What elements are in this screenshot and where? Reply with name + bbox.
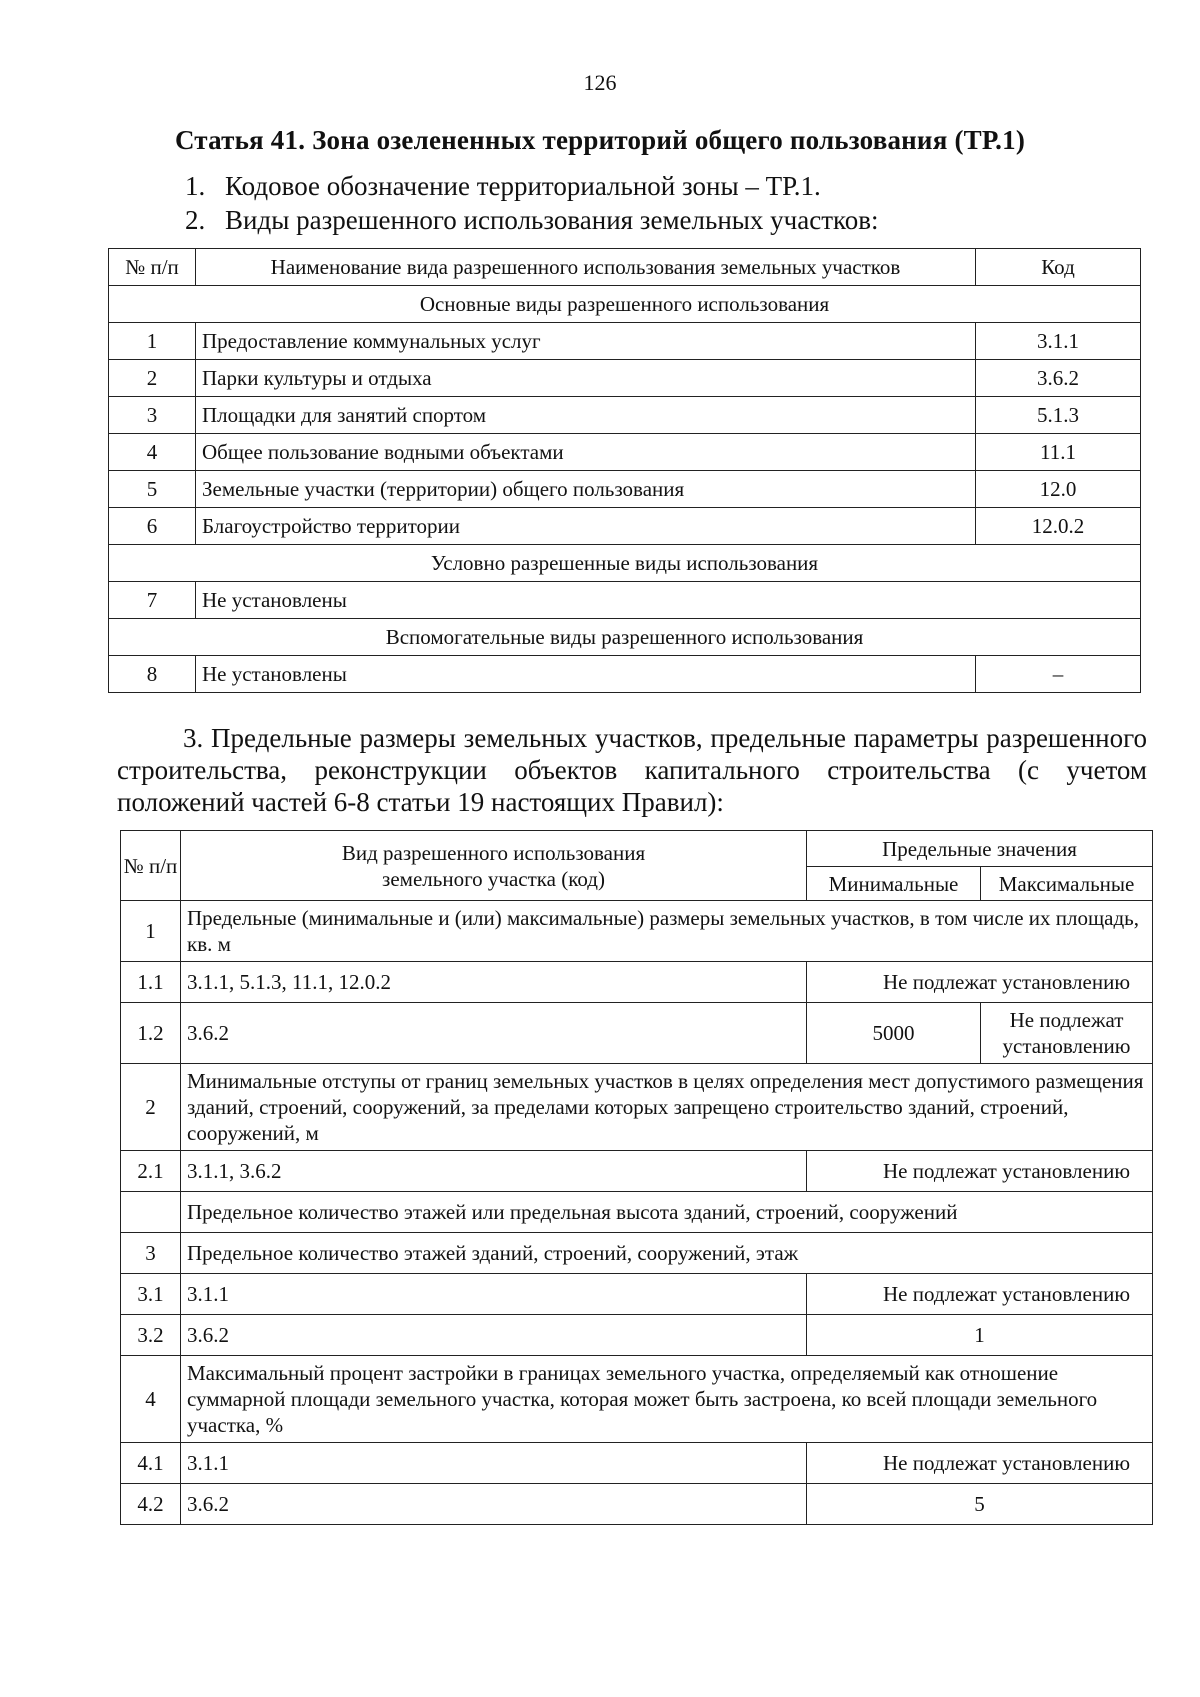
row-name: Предоставление коммунальных услуг <box>196 323 976 360</box>
paragraph-number: 2. <box>185 205 206 235</box>
row-num: 8 <box>109 656 196 693</box>
table-row <box>121 1274 1153 1315</box>
table-row <box>121 962 1153 1003</box>
limits-table <box>120 830 1153 1525</box>
row-name: Не установлены <box>196 582 1141 619</box>
table-row <box>121 1064 1153 1151</box>
row-value: Не подлежат установлению <box>807 1274 1153 1315</box>
header-name: Наименование вида разрешенного использования земельных участков <box>196 249 976 286</box>
row-codes: 3.1.1, 5.1.3, 11.1, 12.0.2 <box>181 962 807 1003</box>
table-row <box>109 582 1141 619</box>
row-num: 2 <box>109 360 196 397</box>
section-row <box>109 619 1141 656</box>
row-num: 3.1 <box>121 1274 181 1315</box>
article-title: Статья 41. Зона озелененных территорий общего пользования (ТР.1) <box>174 125 1026 155</box>
row-name: Парки культуры и отдыха <box>196 360 976 397</box>
table-row <box>109 471 1141 508</box>
row-num: 1.2 <box>121 1003 181 1064</box>
header-max: Максимальные <box>981 867 1153 901</box>
table-row <box>121 1356 1153 1443</box>
header-min: Минимальные <box>807 867 981 901</box>
section-row <box>109 286 1141 323</box>
row-num: 2 <box>121 1064 181 1151</box>
table-row <box>121 1233 1153 1274</box>
permitted-uses-table <box>108 248 1141 693</box>
table-row <box>109 656 1141 693</box>
paragraph-1 <box>185 170 821 202</box>
row-text: Предельное количество этажей зданий, строений, сооружений, этаж <box>181 1233 1153 1274</box>
row-codes: 3.1.1 <box>181 1274 807 1315</box>
row-code: – <box>976 656 1141 693</box>
row-num: 4 <box>109 434 196 471</box>
table-row <box>109 397 1141 434</box>
row-num: 3.2 <box>121 1315 181 1356</box>
row-num: 6 <box>109 508 196 545</box>
row-codes: 3.1.1 <box>181 1443 807 1484</box>
row-name: Площадки для занятий спортом <box>196 397 976 434</box>
row-num: 5 <box>109 471 196 508</box>
paragraph-text: Кодовое обозначение территориальной зоны – ТР.1. <box>225 171 821 201</box>
table-row <box>121 1484 1153 1525</box>
header-code: Код <box>976 249 1141 286</box>
row-num: 4.2 <box>121 1484 181 1525</box>
table-row <box>121 1003 1153 1064</box>
row-min: 5000 <box>807 1003 981 1064</box>
row-num: 4.1 <box>121 1443 181 1484</box>
row-name: Благоустройство территории <box>196 508 976 545</box>
paragraph-text: Виды разрешенного использования земельных участков: <box>225 205 879 235</box>
row-code: 11.1 <box>976 434 1141 471</box>
row-num: 1 <box>121 901 181 962</box>
section-row <box>109 545 1141 582</box>
row-code: 12.0.2 <box>976 508 1141 545</box>
table-row <box>121 1443 1153 1484</box>
row-text: Предельные (минимальные и (или) максимальные) размеры земельных участков, в том числе их площадь, кв. м <box>181 901 1153 962</box>
header-num: № п/п <box>109 249 196 286</box>
row-text: Предельное количество этажей или предельная высота зданий, строений, сооружений <box>181 1192 1153 1233</box>
section-conditional-title: Условно разрешенные виды использования <box>109 545 1141 582</box>
table-row <box>109 323 1141 360</box>
row-num: 3 <box>121 1233 181 1274</box>
header-num: № п/п <box>121 831 181 901</box>
page-number: 126 <box>583 70 617 95</box>
row-value: 1 <box>807 1315 1153 1356</box>
row-code: 3.6.2 <box>976 360 1141 397</box>
row-value: Не подлежат установлению <box>807 1443 1153 1484</box>
row-text: Максимальный процент застройки в границах земельного участка, определяемый как отношение суммарной площади земельного участка, которая может быть застроена, ко всей площади земельного участка, % <box>181 1356 1153 1443</box>
row-max: Не подлежат установлению <box>981 1003 1153 1064</box>
table-row <box>121 1315 1153 1356</box>
section-auxiliary-title: Вспомогательные виды разрешенного использования <box>109 619 1141 656</box>
section-main-title: Основные виды разрешенного использования <box>109 286 1141 323</box>
row-codes: 3.6.2 <box>181 1003 807 1064</box>
row-value: Не подлежат установлению <box>807 962 1153 1003</box>
row-codes: 3.1.1, 3.6.2 <box>181 1151 807 1192</box>
table-header-row <box>109 249 1141 286</box>
row-name: Общее пользование водными объектами <box>196 434 976 471</box>
paragraph-3: 3. Предельные размеры земельных участков, предельные параметры разрешенного строительства, реконструкции объектов капитального строительства (с учетом положений частей 6-8 статьи 19 настоящих Правил): <box>117 723 1147 817</box>
row-num: 2.1 <box>121 1151 181 1192</box>
table-row <box>121 1151 1153 1192</box>
row-name: Не установлены <box>196 656 976 693</box>
header-limits: Предельные значения <box>807 831 1153 867</box>
row-text: Минимальные отступы от границ земельных участков в целях определения мест допустимого размещения зданий, строений, сооружений, за пределами которых запрещено строительство зданий, строений, сооружений, м <box>181 1064 1153 1151</box>
table-row <box>109 360 1141 397</box>
row-codes: 3.6.2 <box>181 1315 807 1356</box>
table-header-row <box>121 831 1153 867</box>
paragraph-2 <box>185 204 879 236</box>
row-num <box>121 1192 181 1233</box>
row-num: 1.1 <box>121 962 181 1003</box>
header-type: Вид разрешенного использования земельного участка (код) <box>181 831 807 901</box>
row-num: 1 <box>109 323 196 360</box>
row-codes: 3.6.2 <box>181 1484 807 1525</box>
table-row <box>109 434 1141 471</box>
table-row <box>121 901 1153 962</box>
row-num: 7 <box>109 582 196 619</box>
row-num: 3 <box>109 397 196 434</box>
row-num: 4 <box>121 1356 181 1443</box>
table-row <box>109 508 1141 545</box>
row-name: Земельные участки (территории) общего пользования <box>196 471 976 508</box>
table-row <box>121 1192 1153 1233</box>
paragraph-number: 1. <box>185 171 206 201</box>
row-value: Не подлежат установлению <box>807 1151 1153 1192</box>
row-value: 5 <box>807 1484 1153 1525</box>
row-code: 3.1.1 <box>976 323 1141 360</box>
row-code: 12.0 <box>976 471 1141 508</box>
row-code: 5.1.3 <box>976 397 1141 434</box>
